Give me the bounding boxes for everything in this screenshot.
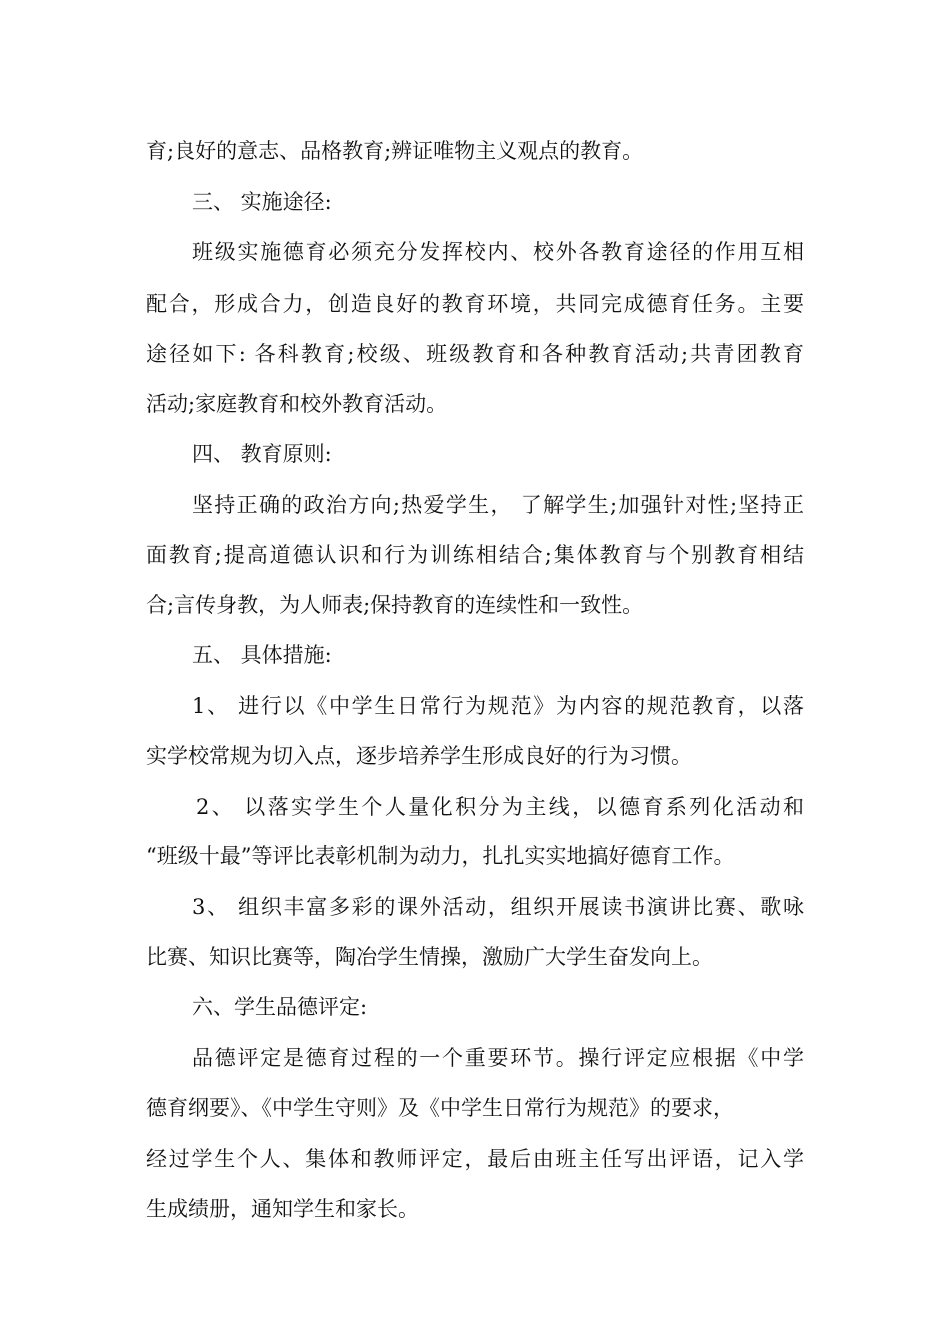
- text-line: 1、 进行以《中学生日常行为规范》为内容的规范教育，以落: [192, 694, 804, 718]
- text-line: 坚持正确的政治方向;热爱学生， 了解学生;加强针对性;坚持正: [192, 493, 804, 517]
- text-line: 生成绩册，通知学生和家长。: [146, 1197, 419, 1221]
- text-line: 3、 组织丰富多彩的课外活动，组织开展读书演讲比赛、歌咏: [192, 895, 804, 919]
- section-heading: 四、 教育原则:: [192, 442, 332, 466]
- text-line: 2、 以落实学生个人量化积分为主线，以德育系列化活动和: [196, 795, 804, 819]
- text-line: 经过学生个人、集体和教师评定，最后由班主任写出评语，记入学: [146, 1147, 804, 1171]
- text-line: “班级十最”等评比表彰机制为动力，扎扎实实地搞好德育工作。: [146, 844, 735, 868]
- text-line: 育;良好的意志、品格教育;辨证唯物主义观点的教育。: [146, 139, 644, 163]
- text-line: 比赛、知识比赛等，陶冶学生情操，激励广大学生奋发向上。: [146, 945, 713, 969]
- text-line: 途径如下: 各科教育;校级、班级教育和各种教育活动;共青团教育: [146, 342, 804, 366]
- text-line: 配合，形成合力，创造良好的教育环境，共同完成德育任务。主要: [146, 292, 804, 316]
- section-heading: 六、学生品德评定:: [192, 995, 368, 1019]
- section-heading: 三、 实施途径:: [192, 190, 332, 214]
- text-line: 德育纲要》、《中学生守则》及《中学生日常行为规范》的要求，: [146, 1096, 734, 1120]
- text-line: 面教育;提高道德认识和行为训练相结合;集体教育与个别教育相结: [146, 543, 804, 567]
- text-line: 合;言传身教，为人师表;保持教育的连续性和一致性。: [146, 593, 644, 617]
- section-heading: 五、 具体措施:: [192, 643, 332, 667]
- text-line: 班级实施德育必须充分发挥校内、校外各教育途径的作用互相: [192, 240, 804, 264]
- text-line: 实学校常规为切入点，逐步培养学生形成良好的行为习惯。: [146, 744, 692, 768]
- text-line: 品德评定是德育过程的一个重要环节。操行评定应根据《中学: [192, 1046, 804, 1070]
- text-line: 活动;家庭教育和校外教育活动。: [146, 392, 448, 416]
